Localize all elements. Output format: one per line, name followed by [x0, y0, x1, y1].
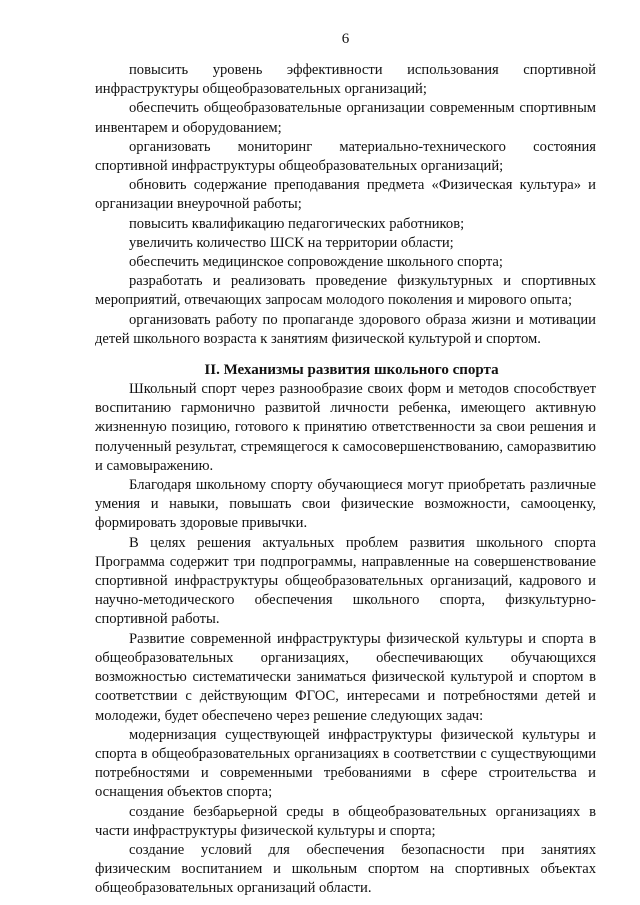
task-item: повысить квалификацию педагогических работников;: [129, 215, 465, 232]
task-item: повысить уровень эффективности использования спортивной инфраструктуры общеобразовательных организаций;: [95, 62, 596, 98]
body-paragraph: создание условий для обеспечения безопасности при занятиях физическим воспитанием и школьным спортом на спортивных объектах общеобразовательных организаций области.: [95, 841, 596, 897]
body-paragraph: Школьный спорт через разнообразие своих форм и методов способствует воспитанию гармонично развитой личности ребенка, имеющего активную жизненную позицию, готового к принятию ответственности за свои решения и полученный результат, стремящегося к самосовершенствованию, саморазвитию и самовыражению.: [95, 381, 596, 474]
task-item: организовать работу по пропаганде здорового образа жизни и мотивации детей школьного возраста к занятиям физической культурой и спортом.: [95, 311, 596, 347]
tasks-list: [95, 61, 596, 349]
section-body: [95, 380, 596, 898]
task-item: обеспечить общеобразовательные организации современным спортивным инвентарем и оборудованием;: [95, 100, 596, 136]
body-paragraph: В целях решения актуальных проблем развития школьного спорта Программа содержит три подпрограммы, направленные на совершенствование спортивной инфраструктуры общеобразовательных организаций, кадрового и научно-методического обеспечения школьного спорта, физкультурно-спортивной работы.: [95, 534, 596, 628]
task-item: увеличить количество ШСК на территории области;: [129, 234, 454, 251]
page-number: 6: [341, 31, 350, 47]
body-paragraph: Развитие современной инфраструктуры физической культуры и спорта в общеобразовательных организациях, обеспечивающих обучающихся возможностью систематически заниматься физической культурой и спортом в соответствии с действующим ФГОС, интересами и потребностями детей и молодежи, будет обеспечено через решение следующих задач:: [95, 630, 596, 724]
task-item: разработать и реализовать проведение физкультурных и спортивных мероприятий, отвечающих запросам молодого поколения и мирового опыта;: [95, 273, 596, 309]
task-item: обновить содержание преподавания предмета «Физическая культура» и организации внеурочной работы;: [95, 177, 596, 213]
section-heading: II. Механизмы развития школьного спорта: [204, 362, 499, 379]
task-item: обеспечить медицинское сопровождение школьного спорта;: [129, 254, 503, 271]
body-paragraph: Благодаря школьному спорту обучающиеся могут приобретать различные умения и навыки, повышать свои физические возможности, самооценку, формировать здоровые привычки.: [95, 477, 596, 532]
body-paragraph: модернизация существующей инфраструктуры физической культуры и спорта в общеобразовательных организациях в соответствии с существующими потребностями и современными требованиями в сфере строительства и оснащения объектов спорта;: [95, 726, 596, 801]
task-item: организовать мониторинг материально-технического состояния спортивной инфраструктуры общеобразовательных организаций;: [95, 138, 596, 175]
body-paragraph: создание безбарьерной среды в общеобразовательных организациях в части инфраструктуры физической культуры и спорта;: [95, 803, 596, 839]
